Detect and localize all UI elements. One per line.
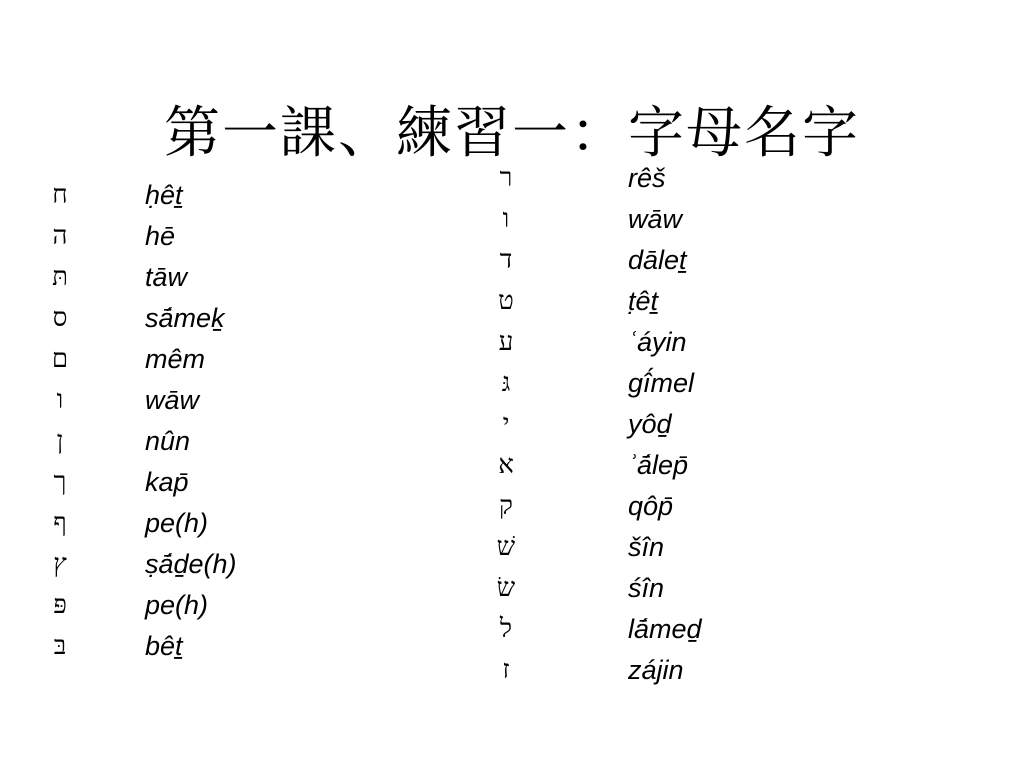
letter-row — [0, 158, 1024, 199]
letter-name: ʾā́lep̄ — [628, 450, 689, 480]
hebrew-letter: פּ — [53, 590, 67, 620]
hebrew-letter: ו — [56, 385, 64, 415]
hebrew-letter: תּ — [52, 262, 68, 292]
letter-name: sā́meḵ — [145, 303, 225, 333]
letter-row — [0, 650, 1024, 691]
hebrew-letter: י — [502, 409, 510, 439]
hebrew-letter: ז — [502, 655, 510, 685]
letter-row — [0, 527, 1024, 568]
letter-name: dāleṯ — [628, 245, 687, 275]
letter-row — [0, 199, 1024, 240]
letter-row — [0, 445, 1024, 486]
hebrew-letter: ך — [53, 467, 67, 497]
hebrew-letter: ה — [52, 221, 68, 251]
hebrew-letter: שׂ — [496, 573, 516, 603]
hebrew-letter: ס — [52, 303, 68, 333]
hebrew-letter: ק — [499, 491, 513, 521]
letter-row — [0, 322, 1024, 363]
letter-name: ṣā́ḏe(h) — [145, 549, 237, 579]
letter-row — [0, 240, 1024, 281]
right-letter-list — [0, 158, 1024, 691]
letter-row — [0, 568, 1024, 609]
letter-name: šîn — [628, 532, 665, 562]
letter-name: wāw — [145, 385, 200, 415]
letter-row — [0, 281, 1024, 322]
letter-row — [0, 363, 1024, 404]
hebrew-letter: ן — [56, 426, 64, 456]
hebrew-letter: ם — [51, 344, 69, 374]
hebrew-letter: בּ — [53, 631, 67, 661]
hebrew-letter: ע — [498, 327, 514, 357]
letter-name: pe(h) — [145, 508, 209, 538]
letter-name: qôp̄ — [628, 491, 674, 521]
slide-title: 第一課、練習一：字母名字 — [164, 100, 860, 166]
letter-name: śîn — [628, 573, 665, 603]
hebrew-letter: ר — [499, 163, 513, 193]
letter-row — [0, 486, 1024, 527]
letter-name: ʿáyin — [628, 327, 687, 357]
letter-name: kap̄ — [145, 467, 189, 497]
letter-name: mêm — [145, 344, 205, 374]
letter-row — [0, 404, 1024, 445]
letter-name: rêš — [628, 163, 666, 193]
letter-name: ḥêṯ — [145, 180, 183, 210]
hebrew-letter: ל — [499, 614, 513, 644]
hebrew-letter: א — [498, 450, 514, 480]
hebrew-letter: שׁ — [496, 532, 516, 562]
hebrew-letter: גּ — [501, 368, 511, 398]
letter-name: zájin — [628, 655, 684, 685]
letter-row — [0, 609, 1024, 650]
hebrew-letter: ץ — [53, 549, 67, 579]
letter-name: tāw — [145, 262, 188, 292]
letter-name: yôḏ — [628, 409, 672, 439]
letter-name: wāw — [628, 204, 683, 234]
letter-name: hē — [145, 221, 176, 251]
letter-name: gî́mel — [628, 368, 695, 398]
hebrew-letter: ו — [502, 204, 510, 234]
letter-name: pe(h) — [145, 590, 209, 620]
hebrew-letter: ט — [498, 286, 514, 316]
hebrew-letter: ח — [52, 180, 68, 210]
letter-name: lā́meḏ — [628, 614, 702, 644]
letter-name: nûn — [145, 426, 191, 456]
letter-name: bêṯ — [145, 631, 183, 661]
hebrew-letter: ד — [499, 245, 513, 275]
hebrew-letter: ף — [53, 508, 67, 538]
letter-name: ṭêṯ — [628, 286, 659, 316]
